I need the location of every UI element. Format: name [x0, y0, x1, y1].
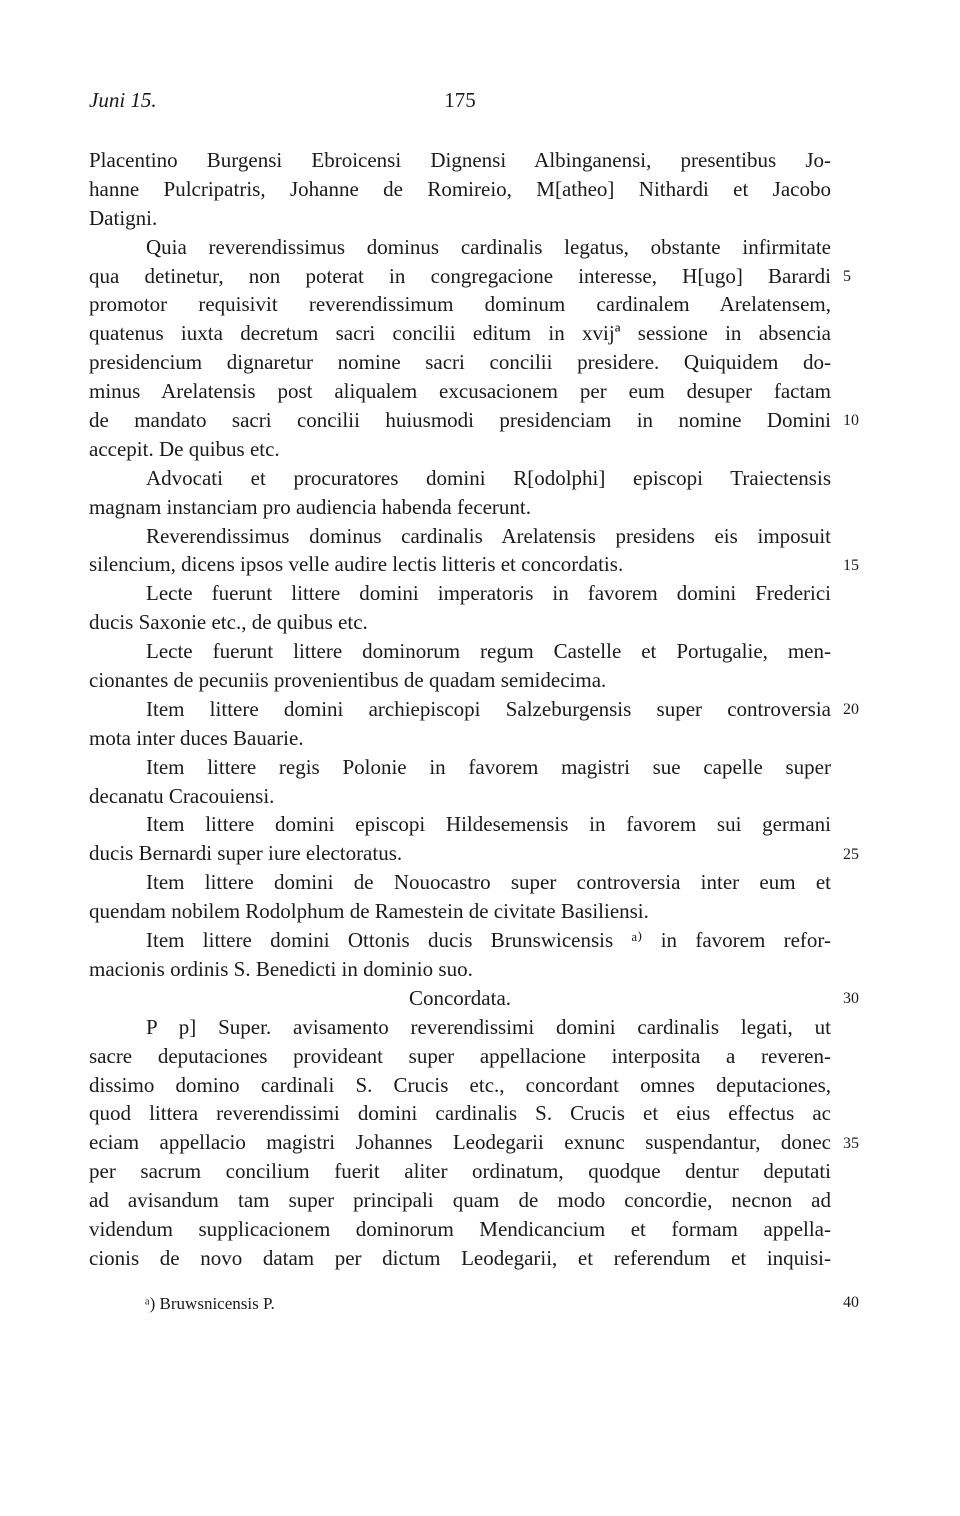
text-line: sacre deputaciones provideant super appellacione interposita a reveren-: [89, 1043, 831, 1068]
text-line: hanne Pulcripatris, Johanne de Romireio, M[atheo] Nithardi et Jacobo: [89, 176, 831, 201]
page-number: 175: [444, 88, 476, 112]
text-line: Lecte fuerunt littere domini imperatoris in favorem domini Frederici: [146, 581, 831, 606]
text-line: Advocati et procuratores domini R[odolphi] episcopi Traiectensis: [146, 465, 831, 490]
line-number: 15: [843, 556, 859, 574]
line-number: 25: [843, 845, 859, 863]
text-line: de mandato sacri concilii huiusmodi presidenciam in nomine Domini: [89, 408, 831, 433]
text-line: quatenus iuxta decretum sacri concilii editum in xvijª sessione in absencia: [89, 321, 831, 346]
body-text: [89, 146, 831, 1273]
text-line: cionis de novo datam per dictum Leodegarii, et referendum et inquisi-: [89, 1245, 831, 1270]
text-line: Item littere domini Ottonis ducis Brunswicensis ᵃ⁾ in favorem refor-: [146, 928, 831, 953]
text-line: minus Arelatensis post aliqualem excusacionem per eum desuper factam: [89, 379, 831, 404]
text-line: ad avisandum tam super principali quam de modo concordie, necnon ad: [89, 1188, 831, 1213]
line-number: 20: [843, 701, 859, 719]
text-line: mota inter duces Bauarie.: [89, 725, 304, 750]
text-line: Item littere regis Polonie in favorem magistri sue capelle super: [146, 754, 831, 779]
text-line: Placentino Burgensi Ebroicensi Dignensi Albinganensi, presentibus Jo-: [89, 148, 831, 172]
text-line: Item littere domini archiepiscopi Salzeburgensis super controversia: [146, 696, 831, 721]
text-line: decanatu Cracouiensi.: [89, 783, 275, 808]
running-head-date: Juni 15.: [89, 88, 157, 112]
text-line: macionis ordinis S. Benedicti in dominio suo.: [89, 956, 473, 981]
text-line: P p] Super. avisamento reverendissimi domini cardinalis legati, ut: [146, 1014, 831, 1039]
text-line: Item littere domini de Nouocastro super controversia inter eum et: [146, 870, 831, 895]
text-line: promotor requisivit reverendissimum dominum cardinalem Arelatensem,: [89, 292, 831, 317]
footnote-line-number: 40: [843, 1294, 859, 1311]
text-line: Item littere domini episcopi Hildesemensis in favorem sui germani: [146, 812, 831, 837]
text-line: accepit. De quibus etc.: [89, 436, 280, 461]
text-line: Lecte fuerunt littere dominorum regum Castelle et Portugalie, men-: [146, 639, 831, 664]
text-line: qua detinetur, non poterat in congregacione interesse, H[ugo] Barardi: [89, 263, 831, 288]
text-line: Concordata.: [408, 985, 512, 1010]
text-line: cionantes de pecuniis provenientibus de quadam semidecima.: [89, 668, 607, 693]
line-number: 35: [843, 1134, 859, 1152]
text-line: presidencium dignaretur nomine sacri concilii presidere. Quiquidem do-: [89, 350, 831, 375]
text-line: videndum supplicacionem dominorum Mendicancium et formam appella-: [89, 1216, 831, 1241]
text-line: quod littera reverendissimi domini cardinalis S. Crucis et eius effectus ac: [89, 1101, 831, 1126]
text-line: quendam nobilem Rodolphum de Ramestein de civitate Basiliensi.: [89, 899, 649, 924]
text-line: eciam appellacio magistri Johannes Leodegarii exnunc suspendantur, donec: [89, 1130, 831, 1155]
text-line: Datigni.: [89, 205, 158, 230]
line-number: 10: [843, 412, 859, 430]
line-number: 5: [843, 267, 851, 285]
line-number: 30: [843, 990, 859, 1008]
text-line: per sacrum concilium fuerit aliter ordinatum, quodque dentur deputati: [89, 1159, 831, 1184]
running-head: [89, 88, 831, 118]
text-line: Quia reverendissimus dominus cardinalis legatus, obstante infirmitate: [146, 234, 831, 259]
text-line: magnam instanciam pro audiencia habenda fecerunt.: [89, 494, 531, 519]
text-line: silencium, dicens ipsos velle audire lectis litteris et concordatis.: [89, 552, 624, 577]
text-line: dissimo domino cardinali S. Crucis etc., concordant omnes deputaciones,: [89, 1072, 831, 1097]
text-line: ducis Bernardi super iure electoratus.: [89, 841, 403, 866]
text-line: ducis Saxonie etc., de quibus etc.: [89, 610, 368, 635]
text-line: Reverendissimus dominus cardinalis Arelatensis presidens eis imposuit: [146, 523, 831, 548]
footnote: ᵃ) Bruwsnicensis P.: [145, 1294, 275, 1313]
